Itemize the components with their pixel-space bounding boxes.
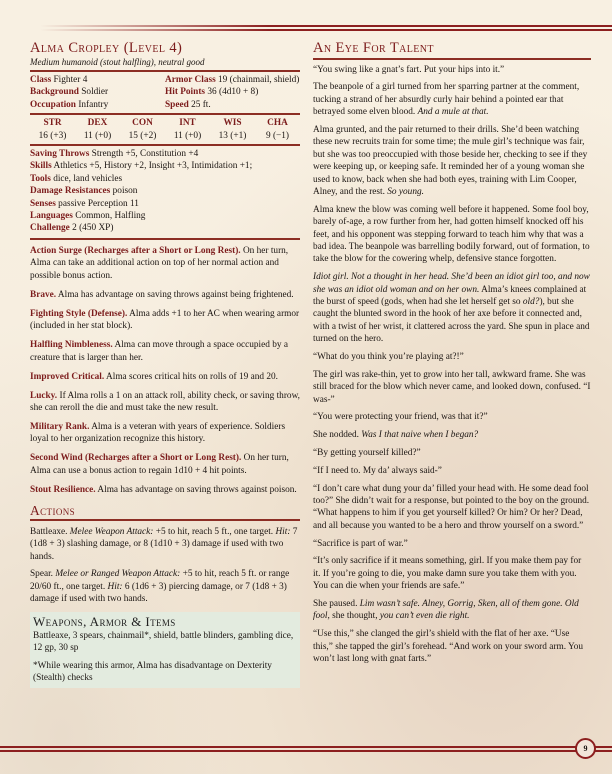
text-segment: “By getting yourself killed?” — [313, 447, 421, 458]
property-label: Senses — [30, 198, 56, 209]
stat-value: 36 (4d10 + 8) — [207, 87, 259, 98]
property — [30, 198, 300, 210]
story-paragraph — [313, 555, 591, 592]
stat-value: Fighter 4 — [53, 75, 88, 85]
trait — [30, 308, 300, 333]
story-paragraph — [313, 369, 591, 406]
divider — [30, 238, 300, 240]
trait-text: On her turn, Alma can take an additional action on top of her normal action and possible bonus action. — [30, 245, 289, 281]
basic-stat — [30, 86, 165, 98]
property-value: Common, Halfling — [75, 211, 146, 222]
divider — [313, 58, 591, 60]
actions — [30, 526, 300, 606]
text-segment: “I don’t care what dung your da’ filled your head with. He some dead fool too?” She didn’t wait for a response, but pointed to the boy on the ground. “What happens to him if you get yourself killed? Or him? Or her? Dead, and all because you wanted to be a hero and throw yourself on a sword.” — [313, 483, 590, 531]
divider — [30, 519, 300, 521]
page-number: 9 — [575, 738, 596, 759]
story-paragraph — [313, 271, 591, 345]
property-value: passive Perception 11 — [58, 198, 139, 209]
property — [30, 148, 300, 160]
stat-label: Speed — [165, 99, 189, 110]
property — [30, 210, 300, 222]
text-segment: “You were protecting your friend, was that it?” — [313, 412, 488, 423]
trait-text: Alma can move through a space occupied by a creature that is larger than her. — [30, 340, 288, 363]
trait-text: Alma is a veteran with years of experience. Soldiers loyal to her organization recognize this history. — [30, 421, 286, 445]
text-segment: +5 to hit, reach 5 ft., one target. — [153, 526, 276, 537]
trait-text: Alma adds +1 to her AC when wearing armor (included in her stat block). — [30, 308, 300, 332]
trait — [30, 421, 300, 446]
ability-name: CON — [132, 118, 153, 129]
text-segment: Alma knew the blow was coming well before it happened. Some fool boy, barely of-age, a row further from her, had gotten himself knocked off his feet, and his opponent was stepping forward to teach him why that was a bad idea. The beanpole was barrelling bodily forward, out of formation, to take the blow for the cowering whelp, defensive stance forgotten. — [313, 204, 590, 265]
items-note: *While wearing this armor, Alma has disadvantage on Dexterity (Stealth) checks — [33, 660, 272, 684]
story-paragraph — [313, 429, 591, 441]
text-segment: Idiot girl. Not a thought in her head. She’d been an idiot girl too, and now she was an idiot old woman and on her own. — [313, 272, 590, 295]
text-segment: “Use this,” she clanged the girl’s shield with the flat of her axe. “Use this,” she tapped the girl’s forehead. “And work on your sword arm. You won’t last long with gnat farts.” — [313, 629, 584, 665]
story-paragraph — [313, 538, 591, 550]
text-segment: “It’s only sacrifice if it means something, girl. If you make them pay for it. If you’re going to die, you make damn sure you take them with you. You can die when your friends are safe.” — [313, 556, 582, 592]
ability-score: 11 (+0) — [83, 130, 112, 141]
story-paragraph — [313, 598, 591, 623]
property — [30, 185, 300, 197]
properties — [30, 148, 300, 235]
story-paragraph — [313, 64, 591, 76]
ability-scores — [30, 130, 300, 142]
text-segment: Melee Weapon Attack: — [69, 526, 154, 537]
property — [30, 222, 300, 234]
text-segment: Alma’s knees complained at the burst of speed (gods, when had she let herself get so — [313, 284, 587, 307]
story-paragraph — [313, 351, 591, 363]
trait — [30, 289, 300, 301]
story-paragraph — [313, 483, 591, 533]
trait-text: Alma scores critical hits on rolls of 19 and 20. — [106, 371, 278, 382]
items-list: Battleaxe, 3 spears, chainmail*, shield, battle blinders, gambling dice, 12 gp, 30 sp — [33, 630, 294, 653]
action — [30, 568, 300, 605]
basic-stat — [30, 99, 165, 111]
trait-text: If Alma rolls a 1 on an attack roll, ability check, or saving throw, she can reroll the die and must take the new result. — [30, 390, 301, 413]
text-segment: +5 to hit, reach 5 ft. or range 20/60 ft., one target. — [30, 569, 290, 592]
story-title: An Eye For Talent — [313, 40, 434, 56]
basic-stat — [165, 74, 300, 86]
text-segment: “You swing like a gnat’s fart. Put your hips into it.” — [313, 64, 505, 75]
trait-name: Action Surge (Recharges after a Short or Long Rest). — [30, 245, 241, 256]
bottom-rule — [0, 746, 582, 748]
text-segment: Melee or Ranged Weapon Attack: — [55, 569, 181, 580]
stat-label: Armor Class — [165, 75, 216, 85]
text-segment: ), but she caught the blunted sword in the hook of her axe before it connected and, with a twist of her wrist, it clattered across the yard. She spun in place and turned on the hero. — [313, 296, 590, 345]
property-label: Damage Resistances — [30, 186, 111, 197]
character-subtitle: Medium humanoid (stout halfling), neutral good — [30, 57, 205, 67]
trait-name: Second Wind (Recharges after a Short or Long Rest). — [30, 453, 242, 464]
trait-name: Brave. — [30, 289, 57, 300]
property-value: 2 (450 XP) — [72, 223, 114, 234]
story-paragraph — [313, 628, 591, 665]
basic-stat — [165, 99, 300, 111]
text-segment: She paused. — [313, 599, 360, 609]
story-paragraph — [313, 124, 591, 198]
bottom-rule — [0, 750, 582, 752]
property-value: Athletics +5, History +2, Insight +3, Intimidation +1; — [53, 161, 253, 172]
property-label: Languages — [30, 211, 73, 222]
text-segment: Was I that naive when I began? — [361, 430, 479, 441]
story-body — [313, 64, 591, 666]
stat-label: Occupation — [30, 99, 76, 110]
text-segment: you can’t even die right. — [379, 611, 470, 622]
top-rule — [40, 29, 612, 31]
story-paragraph — [313, 204, 591, 266]
stat-value: Infantry — [78, 99, 109, 110]
trait — [30, 452, 300, 477]
text-segment: old? — [522, 296, 540, 307]
trait-name: Halfling Nimbleness. — [30, 340, 113, 351]
trait — [30, 245, 300, 282]
action — [30, 526, 300, 563]
text-segment: Lim wasn’t safe. Alney, Gorrig, Sken, all of them gone. Old fool, — [313, 599, 579, 622]
trait — [30, 371, 300, 383]
text-segment: So young. — [387, 186, 424, 197]
stat-value: 25 ft. — [191, 99, 211, 110]
text-segment: Alma grunted, and the pair returned to their drills. She’d been watching these new recruits train for some time; the mule girl’s technique was fair, but she was too preoccupied with those beside her, checking to see if they were keeping up, or keeping safe. It reminded her of a young woman she used to know, back when she had both eyes, training with Lim Cooper, Alney, and the rest. — [313, 124, 588, 197]
text-segment: Battleaxe. — [30, 526, 70, 537]
text-segment: And a mule at that. — [417, 107, 489, 118]
property — [30, 173, 300, 185]
ability-name: DEX — [87, 118, 108, 129]
text-segment: she thought, — [329, 611, 380, 622]
ability-score: 11 (+0) — [173, 130, 202, 141]
trait-text: Alma has advantage on saving throws against being frightened. — [57, 289, 294, 300]
basic-stat — [165, 86, 300, 98]
trait — [30, 339, 300, 364]
property-value: poison — [112, 186, 138, 197]
story-paragraph — [313, 411, 591, 423]
trait-text: Alma has advantage on saving throws against poison. — [97, 484, 297, 495]
text-segment: Hit: — [275, 526, 291, 537]
property-value: Strength +5, Constitution +4 — [91, 149, 199, 160]
stat-block — [30, 40, 300, 688]
ability-score: 9 (−1) — [265, 130, 290, 141]
ability-headers — [30, 117, 300, 129]
story-paragraph — [313, 447, 591, 459]
ability-name: WIS — [223, 118, 242, 129]
traits — [30, 245, 300, 496]
stat-label: Background — [30, 87, 79, 98]
divider — [30, 113, 300, 115]
text-segment: 6 (1d6 + 3) piercing damage, or 7 (1d8 + 3) damage if used with two hands. — [30, 581, 287, 605]
trait — [30, 484, 300, 496]
property-label: Challenge — [30, 223, 70, 234]
stat-value: Soldier — [81, 87, 109, 98]
text-segment: “If I need to. My da’ always said-” — [313, 465, 442, 476]
basic-stats — [30, 74, 300, 111]
basic-stat — [30, 74, 165, 86]
trait-name: Military Rank. — [30, 421, 90, 432]
stat-value: 19 (chainmail, shield) — [218, 75, 300, 85]
top-rule — [40, 25, 612, 27]
trait-name: Lucky. — [30, 390, 58, 401]
items-heading: Weapons, Armor & Items — [33, 613, 176, 629]
text-segment: 7 (1d8 + 3) slashing damage, or 8 (1d10 + 3) damage if used with two hands. — [30, 526, 298, 562]
ability-name: STR — [43, 118, 62, 129]
text-segment: Hit: — [107, 581, 123, 592]
divider — [30, 70, 300, 72]
divider — [30, 144, 300, 146]
items-box — [30, 612, 300, 688]
bottom-rule — [595, 750, 612, 752]
ability-score: 13 (+1) — [218, 130, 247, 141]
story-paragraph — [313, 465, 591, 477]
actions-heading: Actions — [30, 502, 76, 518]
story — [313, 40, 591, 671]
ability-score: 16 (+3) — [38, 130, 67, 141]
trait-text: On her turn, Alma can use a bonus action to regain 1d10 + 4 hit points. — [30, 453, 289, 476]
text-segment: She nodded. — [313, 430, 362, 441]
property-label: Tools — [30, 173, 51, 184]
trait — [30, 390, 300, 415]
property-value: dice, land vehicles — [53, 173, 123, 184]
text-segment: “Sacrifice is part of war.” — [313, 538, 408, 549]
trait-name: Improved Critical. — [30, 371, 105, 382]
bottom-rule — [595, 746, 612, 748]
ability-name: INT — [179, 118, 196, 129]
trait-name: Fighting Style (Defense). — [30, 308, 128, 319]
stat-label: Hit Points — [165, 87, 206, 98]
text-segment: The girl was rake-thin, yet to grow into her tall, awkward frame. She was still braced for the blow which never came, and looked down, confused. “I was-” — [313, 369, 591, 405]
ability-score: 15 (+2) — [128, 130, 157, 141]
property-label: Skills — [30, 161, 52, 172]
property — [30, 160, 300, 172]
character-name: Alma Cropley (Level 4) — [30, 40, 183, 56]
text-segment: The beanpole of a girl turned from her sparring partner at the comment, tucking a strand of her absurdly curly hair behind a pointed ear that betrayed some elven blood. — [313, 82, 580, 118]
text-segment: “What do you think you’re playing at?!” — [313, 351, 464, 362]
ability-name: CHA — [267, 118, 288, 129]
text-segment: Spear. — [30, 569, 56, 580]
story-paragraph — [313, 81, 591, 118]
trait-name: Stout Resilience. — [30, 484, 96, 495]
property-label: Saving Throws — [30, 149, 90, 160]
stat-label: Class — [30, 75, 52, 85]
